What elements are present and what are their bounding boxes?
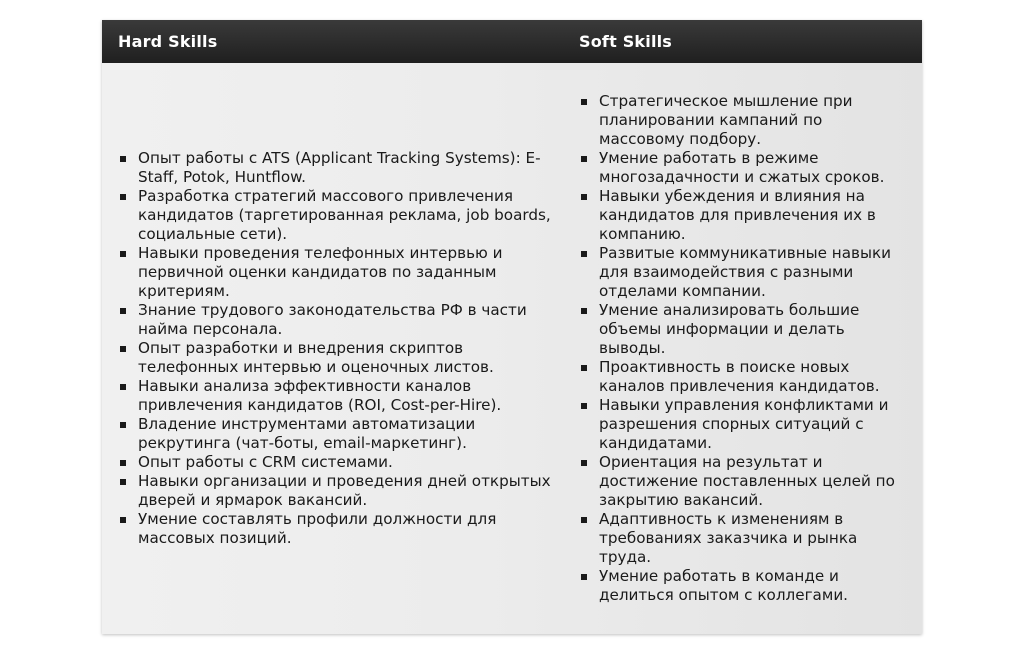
- bullet-icon: [120, 422, 126, 428]
- bullet-icon: [120, 308, 126, 314]
- list-item: [563, 244, 922, 301]
- soft-skill-text: Ориентация на результат и достижение поставленных целей по закрытию вакансий.: [599, 453, 895, 509]
- list-item: [102, 244, 563, 301]
- list-item: [102, 510, 563, 548]
- hard-skills-list: [102, 149, 563, 548]
- list-item: [102, 301, 563, 339]
- soft-skill-text: Навыки убеждения и влияния на кандидатов для привлечения их в компанию.: [599, 187, 876, 243]
- list-item: [102, 377, 563, 415]
- bullet-icon: [581, 156, 587, 162]
- bullet-icon: [120, 346, 126, 352]
- bullet-icon: [120, 517, 126, 523]
- list-item: [102, 149, 563, 187]
- soft-skill-text: Адаптивность к изменениям в требованиях заказчика и рынка труда.: [599, 510, 858, 566]
- bullet-icon: [581, 403, 587, 409]
- soft-skill-text: Навыки управления конфликтами и разрешения спорных ситуаций с кандидатами.: [599, 396, 889, 452]
- hard-skills-header: Hard Skills: [118, 32, 218, 51]
- bullet-icon: [120, 384, 126, 390]
- list-item: [102, 472, 563, 510]
- list-item: [563, 453, 922, 510]
- list-item: [102, 415, 563, 453]
- bullet-icon: [581, 194, 587, 200]
- list-item: [563, 149, 922, 187]
- hard-skill-text: Разработка стратегий массового привлечения кандидатов (таргетированная реклама, job boards, социальные сети).: [138, 187, 551, 243]
- hard-skill-text: Умение составлять профили должности для массовых позиций.: [138, 510, 497, 547]
- hard-skill-text: Знание трудового законодательства РФ в части найма персонала.: [138, 301, 527, 338]
- list-item: [102, 453, 563, 472]
- hard-skill-text: Навыки проведения телефонных интервью и первичной оценки кандидатов по заданным критериям.: [138, 244, 503, 300]
- hard-skill-text: Навыки анализа эффективности каналов привлечения кандидатов (ROI, Cost-per-Hire).: [138, 377, 502, 414]
- bullet-icon: [581, 574, 587, 580]
- soft-skill-text: Проактивность в поиске новых каналов привлечения кандидатов.: [599, 358, 880, 395]
- bullet-icon: [120, 460, 126, 466]
- bullet-icon: [120, 156, 126, 162]
- bullet-icon: [581, 365, 587, 371]
- list-item: [563, 301, 922, 358]
- hard-skill-text: Владение инструментами автоматизации рекрутинга (чат-боты, email-маркетинг).: [138, 415, 476, 452]
- bullet-icon: [581, 251, 587, 257]
- list-item: [563, 358, 922, 396]
- hard-skills-column: [102, 63, 563, 634]
- soft-skills-column: [563, 63, 922, 634]
- bullet-icon: [120, 251, 126, 257]
- list-item: [563, 92, 922, 149]
- list-item: [563, 187, 922, 244]
- soft-skill-text: Умение работать в команде и делиться опытом с коллегами.: [599, 567, 849, 604]
- hard-skill-text: Навыки организации и проведения дней открытых дверей и ярмарок вакансий.: [138, 472, 551, 509]
- skills-table: [102, 20, 922, 634]
- bullet-icon: [581, 308, 587, 314]
- list-item: [102, 339, 563, 377]
- list-item: [563, 510, 922, 567]
- hard-skill-text: Опыт работы с CRM системами.: [138, 453, 393, 471]
- soft-skill-text: Умение анализировать большие объемы информации и делать выводы.: [599, 301, 860, 357]
- bullet-icon: [120, 194, 126, 200]
- bullet-icon: [581, 517, 587, 523]
- list-item: [563, 396, 922, 453]
- soft-skill-text: Умение работать в режиме многозадачности и сжатых сроков.: [599, 149, 885, 186]
- list-item: [563, 567, 922, 605]
- list-item: [102, 187, 563, 244]
- bullet-icon: [581, 99, 587, 105]
- soft-skill-text: Стратегическое мышление при планировании кампаний по массовому подбору.: [599, 92, 853, 148]
- hard-skill-text: Опыт разработки и внедрения скриптов телефонных интервью и оценочных листов.: [138, 339, 494, 376]
- soft-skill-text: Развитые коммуникативные навыки для взаимодействия с разными отделами компании.: [599, 244, 892, 300]
- soft-skills-header: Soft Skills: [579, 32, 673, 51]
- hard-skill-text: Опыт работы с ATS (Applicant Tracking Systems): E-Staff, Potok, Huntflow.: [138, 149, 541, 186]
- table-header: [102, 20, 922, 63]
- soft-skills-list: [563, 92, 922, 605]
- bullet-icon: [581, 460, 587, 466]
- bullet-icon: [120, 479, 126, 485]
